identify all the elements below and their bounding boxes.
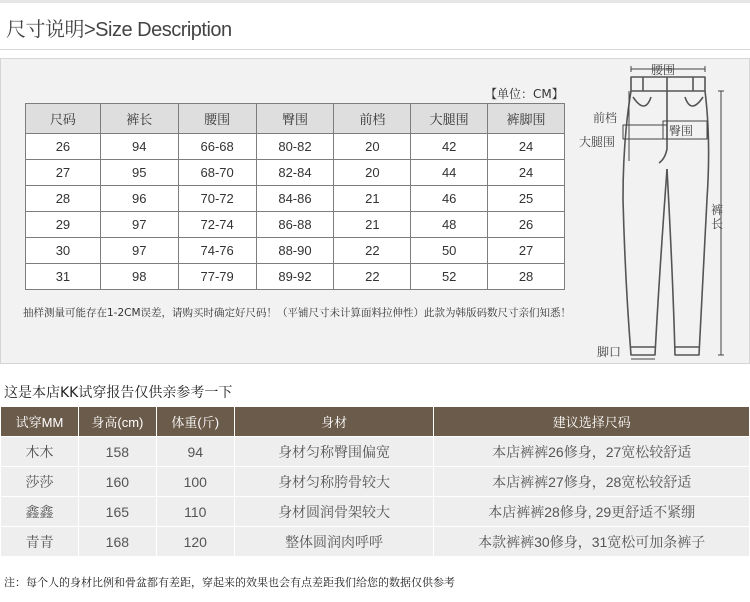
hip-label: 臀围 [669, 124, 694, 138]
section-header [0, 0, 750, 50]
table-cell: 30 [26, 238, 101, 264]
table-cell: 本店裤裤28修身, 29更舒适不紧绷 [434, 497, 750, 527]
table-cell: 28 [26, 186, 101, 212]
size-table [25, 103, 565, 290]
table-cell: 21 [334, 186, 411, 212]
fit-report-table [0, 406, 750, 557]
table-cell: 31 [26, 264, 101, 290]
fit-report-title: 这是本店KK试穿报告仅供亲参考一下 [4, 385, 233, 401]
table-cell: 94 [100, 134, 178, 160]
table-cell: 本款裤裤30修身，31宽松可加条裤子 [434, 527, 750, 557]
table-cell: 74-76 [178, 238, 256, 264]
fit-table-header-row [1, 407, 750, 437]
table-cell: 本店裤裤27修身，28宽松较舒适 [434, 467, 750, 497]
size-table-header-row [26, 104, 565, 134]
table-cell: 25 [488, 186, 565, 212]
hem-label: 脚口 [597, 345, 622, 359]
table-cell: 48 [411, 212, 488, 238]
table-cell: 24 [488, 134, 565, 160]
table-cell: 80-82 [256, 134, 334, 160]
table-cell: 86-88 [256, 212, 334, 238]
section-title: 尺寸说明>Size Description [6, 19, 232, 41]
table-cell: 莎莎 [1, 467, 79, 497]
table-row [26, 186, 565, 212]
column-header: 身高(cm) [78, 407, 156, 437]
table-cell: 82-84 [256, 160, 334, 186]
table-cell: 165 [78, 497, 156, 527]
table-row [26, 264, 565, 290]
fit-report-note: 注：每个人的身材比例和骨盆都有差距，穿起来的效果也会有点差距我们给您的数据仅供参考 [4, 576, 455, 589]
table-cell: 89-92 [256, 264, 334, 290]
table-cell: 身材匀称胯骨较大 [234, 467, 434, 497]
column-header: 身材 [234, 407, 434, 437]
table-cell: 木木 [1, 437, 79, 467]
thigh-label: 大腿围 [579, 135, 616, 149]
table-row [26, 160, 565, 186]
size-chart-panel [0, 58, 750, 364]
table-cell: 94 [156, 437, 234, 467]
table-cell: 20 [334, 160, 411, 186]
column-header: 臀围 [256, 104, 334, 134]
table-cell: 42 [411, 134, 488, 160]
table-cell: 46 [411, 186, 488, 212]
table-cell: 27 [26, 160, 101, 186]
table-row [26, 134, 565, 160]
table-cell: 98 [100, 264, 178, 290]
table-cell: 158 [78, 437, 156, 467]
table-cell: 70-72 [178, 186, 256, 212]
table-cell: 50 [411, 238, 488, 264]
table-row [1, 437, 750, 467]
table-cell: 96 [100, 186, 178, 212]
table-cell: 20 [334, 134, 411, 160]
table-cell: 24 [488, 160, 565, 186]
column-header: 建议选择尺码 [434, 407, 750, 437]
column-header: 尺码 [26, 104, 101, 134]
front-rise-label: 前档 [593, 111, 618, 125]
table-row [26, 212, 565, 238]
table-row [26, 238, 565, 264]
unit-label: 【单位：CM】 [485, 87, 564, 101]
table-row [1, 497, 750, 527]
table-cell: 27 [488, 238, 565, 264]
table-cell: 77-79 [178, 264, 256, 290]
table-cell: 整体圆润肉呼呼 [234, 527, 434, 557]
measurement-note: 抽样测量可能存在1-2CM误差，请购买时确定好尺码！（平铺尺寸未计算面料拉伸性）此款为韩版码数尺寸亲们知悉！ [23, 307, 572, 319]
column-header: 体重(斤) [156, 407, 234, 437]
table-cell: 97 [100, 238, 178, 264]
table-cell: 29 [26, 212, 101, 238]
table-cell: 88-90 [256, 238, 334, 264]
column-header: 前档 [334, 104, 411, 134]
table-cell: 160 [78, 467, 156, 497]
table-cell: 28 [488, 264, 565, 290]
table-cell: 120 [156, 527, 234, 557]
waist-label: 腰围 [651, 63, 676, 77]
table-cell: 22 [334, 264, 411, 290]
column-header: 裤长 [100, 104, 178, 134]
table-cell: 21 [334, 212, 411, 238]
table-cell: 68-70 [178, 160, 256, 186]
table-cell: 44 [411, 160, 488, 186]
table-cell: 52 [411, 264, 488, 290]
table-cell: 青青 [1, 527, 79, 557]
pants-diagram [571, 59, 750, 365]
table-cell: 身材匀称臀围偏宽 [234, 437, 434, 467]
table-cell: 26 [488, 212, 565, 238]
table-cell: 72-74 [178, 212, 256, 238]
column-header: 腰围 [178, 104, 256, 134]
table-cell: 66-68 [178, 134, 256, 160]
table-cell: 身材圆润骨架较大 [234, 497, 434, 527]
table-cell: 26 [26, 134, 101, 160]
column-header: 试穿MM [1, 407, 79, 437]
table-cell: 100 [156, 467, 234, 497]
table-row [1, 467, 750, 497]
table-cell: 22 [334, 238, 411, 264]
table-cell: 84-86 [256, 186, 334, 212]
table-cell: 110 [156, 497, 234, 527]
table-cell: 168 [78, 527, 156, 557]
table-cell: 本店裤裤26修身，27宽松较舒适 [434, 437, 750, 467]
table-row [1, 527, 750, 557]
table-cell: 鑫鑫 [1, 497, 79, 527]
column-header: 裤脚围 [488, 104, 565, 134]
length-label: 裤长 [711, 203, 724, 231]
column-header: 大腿围 [411, 104, 488, 134]
table-cell: 95 [100, 160, 178, 186]
table-cell: 97 [100, 212, 178, 238]
